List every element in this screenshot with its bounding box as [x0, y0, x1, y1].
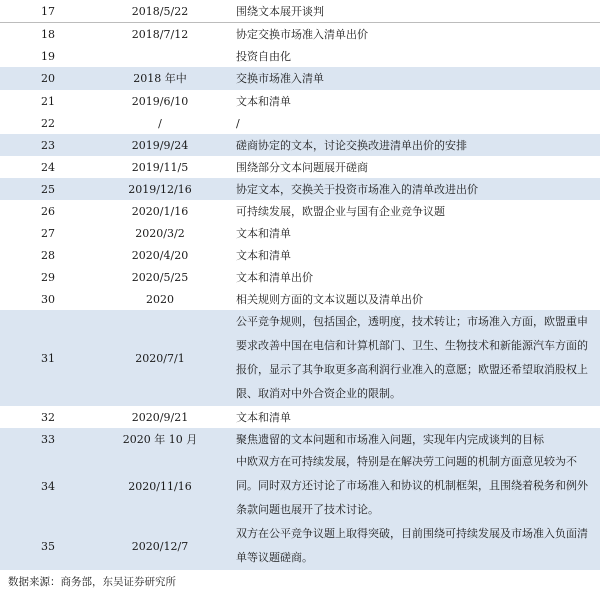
- round-date: 2020 年 10 月: [96, 428, 224, 450]
- round-date: 2019/11/5: [131, 160, 189, 174]
- table-row: [0, 450, 600, 522]
- round-date: 2020: [146, 292, 174, 306]
- table-row: [0, 112, 600, 134]
- round-date: 2020/9/21: [131, 410, 189, 424]
- data-source-note: 数据来源：商务部，东吴证券研究所: [8, 576, 176, 588]
- round-date: 2018/7/12: [131, 27, 189, 41]
- round-number: 25: [0, 178, 96, 200]
- round-date: 2018/5/22: [96, 0, 224, 23]
- table-row: [0, 45, 600, 67]
- round-date: /: [158, 116, 162, 130]
- table-row: [0, 200, 600, 222]
- round-number: 21: [41, 94, 55, 108]
- round-number: 18: [41, 27, 55, 41]
- round-number: 34: [0, 450, 96, 522]
- round-date: 2019/6/10: [131, 94, 189, 108]
- round-date: 2018 年中: [96, 67, 224, 90]
- round-number: 24: [41, 160, 55, 174]
- round-content: 公平竞争规则，包括国企，透明度，技术转让；市场准入方面，欧盟重申要求改善中国在电信和计算机部门、卫生、生物技术和新能源汽车方面的报价，显示了其争取更多高利润行业准入的意愿；欧盟还希望取消股权上限、取消对中外合资企业的限制。: [224, 310, 600, 406]
- round-content: 交换市场准入清单: [224, 67, 600, 90]
- round-date: 2020/3/2: [135, 226, 185, 240]
- table-row: [0, 222, 600, 244]
- table-row: [0, 178, 600, 200]
- table-row: [0, 406, 600, 428]
- table-row: [0, 156, 600, 178]
- round-content: 聚焦遗留的文本问题和市场准入问题，实现年内完成谈判的目标: [224, 428, 600, 450]
- round-date: 2020/5/25: [131, 270, 189, 284]
- round-content: 相关规则方面的文本议题以及清单出价: [236, 292, 423, 306]
- round-number: 22: [41, 116, 55, 130]
- round-date: 2020/4/20: [131, 248, 189, 262]
- round-number: 27: [41, 226, 55, 240]
- round-number: 19: [41, 49, 55, 63]
- table-row: [0, 428, 600, 450]
- round-content: /: [236, 116, 240, 130]
- round-number: 30: [41, 292, 55, 306]
- table-row: [0, 288, 600, 310]
- round-number: 26: [41, 204, 55, 218]
- table-row: [0, 0, 600, 23]
- table-row: [0, 134, 600, 156]
- round-content: 文本和清单: [236, 248, 291, 262]
- round-number: 23: [0, 134, 96, 156]
- table-row: [0, 244, 600, 266]
- round-content: 文本和清单: [236, 410, 291, 424]
- round-content: 双方在公平竞争议题上取得突破，目前围绕可持续发展及市场准入负面清单等议题磋商。: [224, 522, 600, 570]
- round-number: 33: [0, 428, 96, 450]
- round-content: 文本和清单: [236, 226, 291, 240]
- round-content: 文本和清单出价: [236, 270, 313, 284]
- round-content: 投资自由化: [236, 49, 291, 63]
- table-row: [0, 23, 600, 46]
- round-date: 2020/7/1: [96, 310, 224, 406]
- table-row: [0, 310, 600, 406]
- round-number: 29: [41, 270, 55, 284]
- round-date: 2020/11/16: [96, 450, 224, 522]
- table-row: [0, 67, 600, 90]
- round-number: 31: [0, 310, 96, 406]
- round-number: 35: [0, 522, 96, 570]
- round-content: 磋商协定的文本，讨论交换改进清单出价的安排: [224, 134, 600, 156]
- round-number: 17: [0, 0, 96, 23]
- round-content: 可持续发展，欧盟企业与国有企业竞争议题: [236, 204, 445, 218]
- round-content: 中欧双方在可持续发展，特别是在解决劳工问题的机制方面意见较为不同。同时双方还讨论了市场准入和协议的机制框架，且围绕着税务和例外条款问题也展开了技术讨论。: [224, 450, 600, 522]
- round-content: 协定交换市场准入清单出价: [236, 27, 368, 41]
- round-content: 协定文本，交换关于投资市场准入的清单改进出价: [224, 178, 600, 200]
- round-date: [96, 45, 224, 67]
- table-row: [0, 522, 600, 570]
- round-date: 2020/12/7: [96, 522, 224, 570]
- table-row: [0, 90, 600, 112]
- round-number: 20: [0, 67, 96, 90]
- round-number: 28: [41, 248, 55, 262]
- round-content: 围绕文本展开谈判: [224, 0, 600, 23]
- round-date: 2020/1/16: [131, 204, 189, 218]
- round-date: 2019/9/24: [96, 134, 224, 156]
- round-content: 围绕部分文本问题展开磋商: [236, 160, 368, 174]
- round-number: 32: [41, 410, 55, 424]
- table-row: [0, 266, 600, 288]
- round-content: 文本和清单: [236, 94, 291, 108]
- round-date: 2019/12/16: [96, 178, 224, 200]
